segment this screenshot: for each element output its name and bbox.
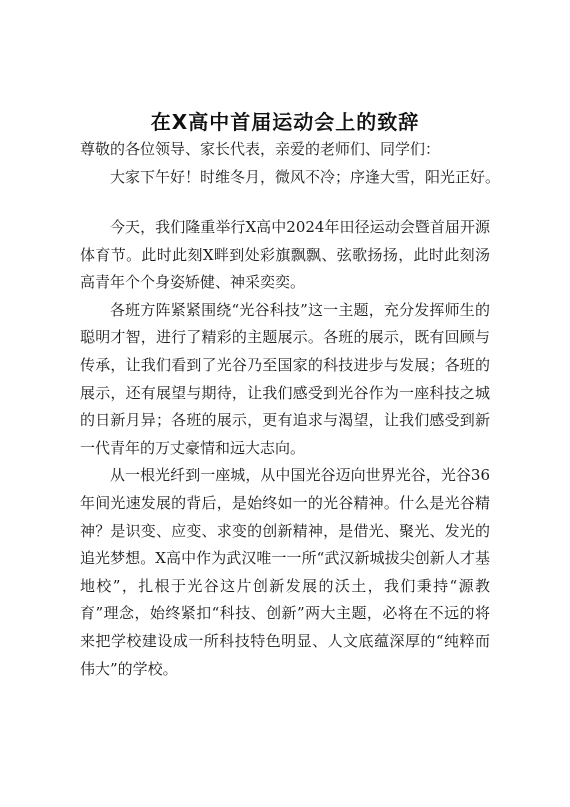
greeting-line: 大家下午好！时维冬月，微风不冷；序逢大雪，阳光正好。	[110, 168, 501, 186]
body-paragraphs	[80, 214, 490, 683]
document-title: 在X高中首届运动会上的致辞	[150, 110, 420, 134]
paragraph-optics-valley-spirit: 从一根光纤到一座城，从中国光谷迈向世界光谷，光谷36年间光速发展的背后，是始终如一的光谷精神。什么是光谷精神？是识变、应变、求变的创新精神，是借光、聚光、发光的追光梦想。X高中作为武汉唯一一所“武汉新城拔尖创新人才基地校”，扎根于光谷这片创新发展的沃土，我们秉持“源教育”理念，始终紧扣“科技、创新”两大主题，必将在不远的将来把学校建设成一所科技特色明显、人文底蕴深厚的“纯粹而伟大”的学校。	[80, 466, 490, 678]
paragraph-opening: 今天，我们隆重举行X高中2024年田径运动会暨首届开源体育节。此时此刻X畔到处彩旗飘飘、弦歌扬扬，此时此刻汤高青年个个身姿矫健、神采奕奕。	[80, 218, 490, 292]
paragraph-class-display: 各班方阵紧紧围绕“光谷科技”这一主题，充分发挥师生的聪明才智，进行了精彩的主题展示。各班的展示，既有回顾与传承，让我们看到了光谷乃至国家的科技进步与发展；各班的展示，还有展望与期待，让我们感受到光谷作为一座科技之城的日新月异；各班的展示，更有追求与渴望，让我们感受到新一代青年的万丈豪情和远大志向。	[80, 300, 490, 457]
salutation-line: 尊敬的各位领导、家长代表，亲爱的老师们、同学们：	[80, 140, 441, 158]
